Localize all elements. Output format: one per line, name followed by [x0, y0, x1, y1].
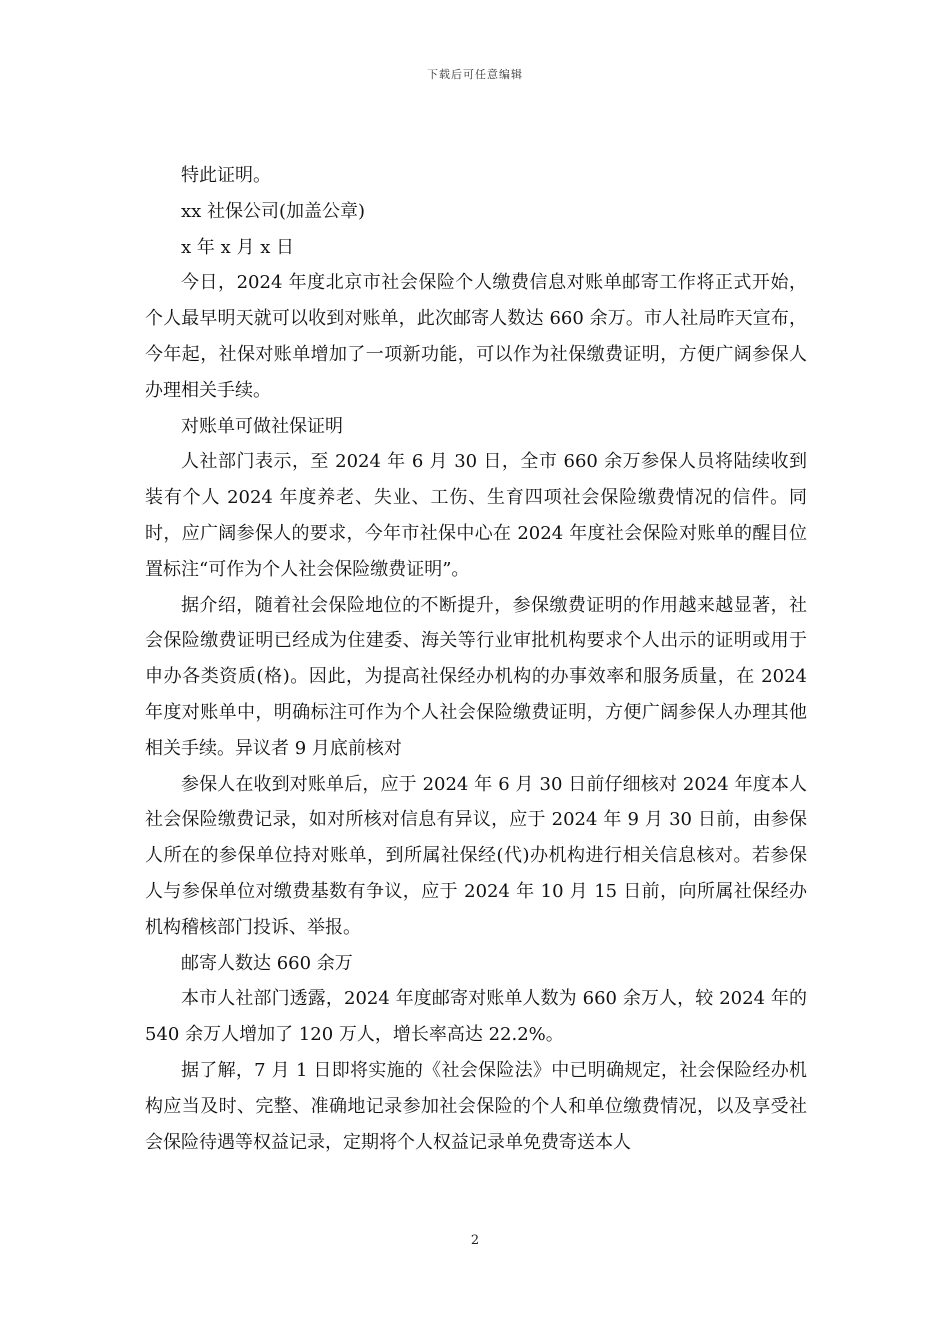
paragraph-introduction: 据介绍，随着社会保险地位的不断提升，参保缴费证明的作用越来越显著，社会保险缴费证明已经成为住建委、海关等行业审批机构要求个人出示的证明或用于申办各类资质(格)。因此，为提高社保经办机构的办事效率和服务质量，在 2024 年度对账单中，明确标注可作为个人社会保险缴费证明，方便广阔参保人办理其他相关手续。异议者 9 月底前核对 — [145, 594, 807, 759]
paragraph-intro: 今日，2024 年度北京市社会保险个人缴费信息对账单邮寄工作将正式开始，个人最早明天就可以收到对账单，此次邮寄人数达 660 余万。市人社局昨天宣布，今年起，社保对账单增加了一项新功能，可以作为社保缴费证明，方便广阔参保人办理相关手续。 — [145, 272, 807, 401]
paragraph-social-insurance-law: 据了解，7 月 1 日即将实施的《社会保险法》中已明确规定，社会保险经办机构应当及时、完整、准确地记录参加社会保险的个人和单位缴费情况，以及享受社会保险待遇等权益记录，定期将个人权益记录单免费寄送本人 — [145, 1059, 807, 1153]
page-number: 2 — [470, 1233, 480, 1248]
document-body — [145, 158, 807, 1160]
paragraph-company-seal: xx 社保公司(加盖公章) — [181, 200, 366, 222]
section-heading-mail-count: 邮寄人数达 660 余万 — [181, 952, 353, 974]
paragraph-date: x 年 x 月 x 日 — [181, 236, 295, 258]
paragraph-mail-statistics: 本市人社部门透露，2024 年度邮寄对账单人数为 660 余万人，较 2024 年的 540 余万人增加了 120 万人，增长率高达 22.2%。 — [145, 988, 807, 1046]
page-header: 下载后可任意编辑 — [427, 68, 523, 81]
paragraph-verification: 参保人在收到对账单后，应于 2024 年 6 月 30 日前仔细核对 2024 年度本人社会保险缴费记录，如对所核对信息有异议，应于 2024 年 9 月 30 日前，由参保人所在的参保单位持对账单，到所属社保经(代)办机构进行相关信息核对。若参保人与参保单位对缴费基数有争议，应于 2024 年 10 月 15 日前，向所属社保经办机构稽核部门投诉、举报。 — [145, 773, 807, 938]
section-heading-statement-proof: 对账单可做社保证明 — [181, 415, 343, 437]
paragraph-hr-department: 人社部门表示，至 2024 年 6 月 30 日，全市 660 余万参保人员将陆续收到装有个人 2024 年度养老、失业、工伤、生育四项社会保险缴费情况的信件。同时，应广阔参保人的要求，今年市社保中心在 2024 年度社会保险对账单的醒目位置标注“可作为个人社会保险缴费证明”。 — [145, 451, 807, 580]
paragraph-certify: 特此证明。 — [181, 165, 271, 186]
